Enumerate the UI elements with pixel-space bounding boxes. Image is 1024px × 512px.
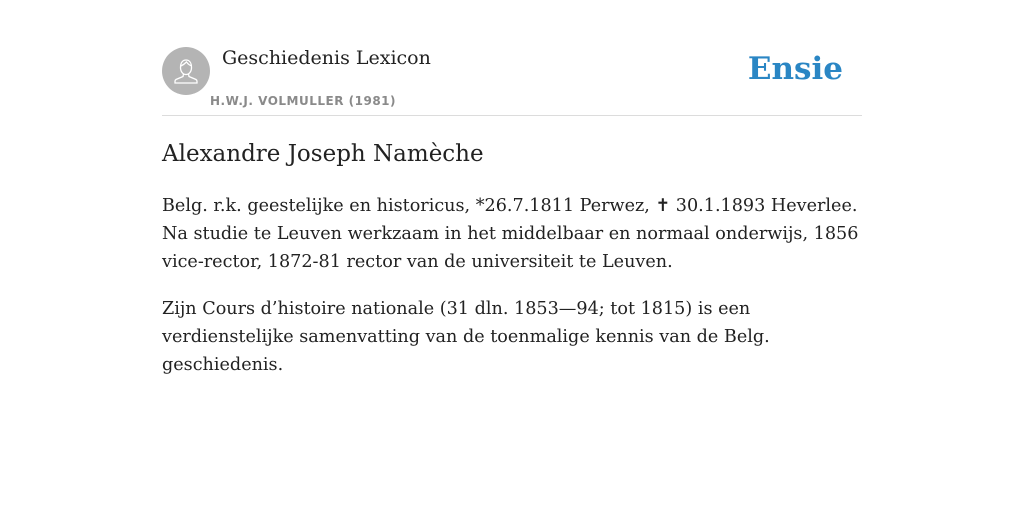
entry-paragraph-2: Zijn Cours d’histoire nationale (31 dln. 1853—94; tot 1815) is een verdienstelijke samenvatting van de toenmalige kennis van de Belg. geschiedenis. — [162, 299, 770, 375]
source-header — [162, 0, 862, 116]
source-title[interactable]: Geschiedenis Lexicon — [222, 47, 431, 69]
entry-paragraph-1: Belg. r.k. geestelijke en historicus, *26.7.1811 Perwez, ✝ 30.1.1893 Heverlee. Na studie te Leuven werkzaam in het middelbaar en normaal onderwijs, 1856 vice-rector, 1872-81 rector van de universiteit te Leuven. — [162, 196, 859, 272]
user-silhouette-icon — [171, 56, 201, 86]
avatar[interactable] — [162, 47, 210, 95]
brand-logo[interactable]: Ensie — [747, 51, 843, 87]
author-line: H.W.J. VOLMULLER (1981) — [210, 94, 397, 108]
article-container — [162, 0, 862, 375]
entry-title: Alexandre Joseph Namèche — [162, 141, 484, 167]
